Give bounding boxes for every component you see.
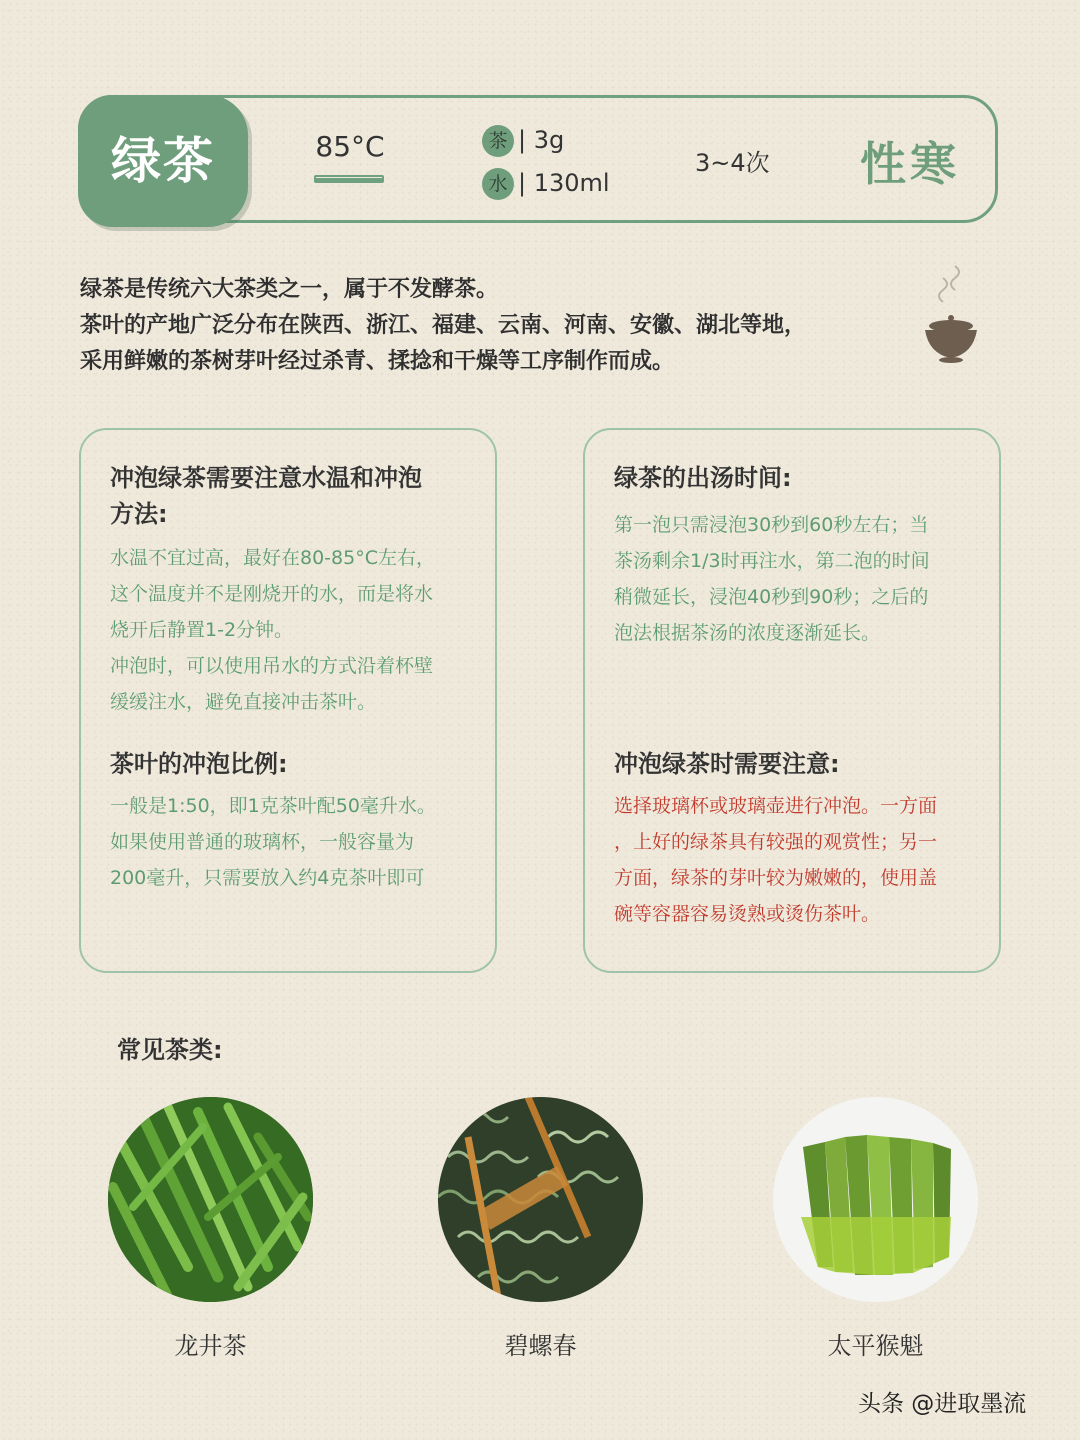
- card-body-warning: 选择玻璃杯或玻璃壶进行冲泡。一方面 ，上好的绿茶具有较强的观赏性；另一 方面，绿茶的芽叶较为嫩嫩的，使用盖 碗等容器容易烫熟或烫伤茶叶。: [614, 795, 938, 925]
- common-teas-title: 常见茶类:: [117, 1036, 223, 1064]
- tea-nature: 性寒: [860, 137, 960, 191]
- tea-amount-icon: 茶: [482, 125, 514, 157]
- steep-count: 3~4次: [695, 149, 770, 177]
- card-heading: 茶叶的冲泡比例:: [110, 750, 288, 778]
- tea-name-biluochun: 碧螺春: [504, 1332, 577, 1360]
- tea-name-longjing: 龙井茶: [174, 1332, 247, 1360]
- card-body: 一般是1:50，即1克茶叶配50毫升水。 如果使用普通的玻璃杯，一般容量为 200毫升，只需要放入约4克茶叶即可: [110, 795, 436, 889]
- card-heading: 冲泡绿茶需要注意水温和冲泡 方法:: [110, 464, 422, 528]
- biluochun-image: [438, 1097, 643, 1302]
- page-title: 绿茶: [111, 132, 215, 190]
- water-amount: 130ml: [533, 169, 610, 197]
- longjing-image: [108, 1097, 313, 1302]
- card-heading: 绿茶的出汤时间:: [614, 464, 792, 492]
- card-heading: 冲泡绿茶时需要注意:: [614, 750, 840, 778]
- separator: |: [518, 169, 527, 197]
- card-body: 水温不宜过高，最好在80-85°C左右， 这个温度并不是刚烧开的水，而是将水 烧开后静置1-2分钟。 冲泡时，可以使用吊水的方式沿着杯壁 缓缓注水，避免直接冲击茶叶。: [110, 547, 435, 713]
- watermark: 头条 @进取墨流: [858, 1391, 1027, 1417]
- intro-line: 茶叶的产地广泛分布在陕西、浙江、福建、云南、河南、安徽、湖北等地，: [80, 313, 807, 338]
- tea-name-taiping-houkui: 太平猴魁: [827, 1332, 924, 1360]
- tea-amount: 3g: [533, 126, 565, 154]
- intro-text: [80, 272, 900, 380]
- taiping-houkui-image: [773, 1097, 978, 1302]
- teapot-icon: [915, 258, 985, 368]
- separator: |: [518, 126, 527, 154]
- water-temperature: 85°C: [315, 130, 385, 163]
- thermometer-icon: [314, 175, 384, 183]
- intro-line: 绿茶是传统六大茶类之一，属于不发酵茶。: [80, 277, 499, 302]
- water-amount-icon: 水: [482, 168, 514, 200]
- intro-line: 采用鲜嫩的茶树芽叶经过杀青、揉捻和干燥等工序制作而成。: [80, 349, 675, 374]
- card-body: 第一泡只需浸泡30秒到60秒左右；当 茶汤剩余1/3时再注水，第二泡的时间 稍微延长，浸泡40秒到90秒；之后的 泡法根据茶汤的浓度逐渐延长。: [614, 514, 930, 644]
